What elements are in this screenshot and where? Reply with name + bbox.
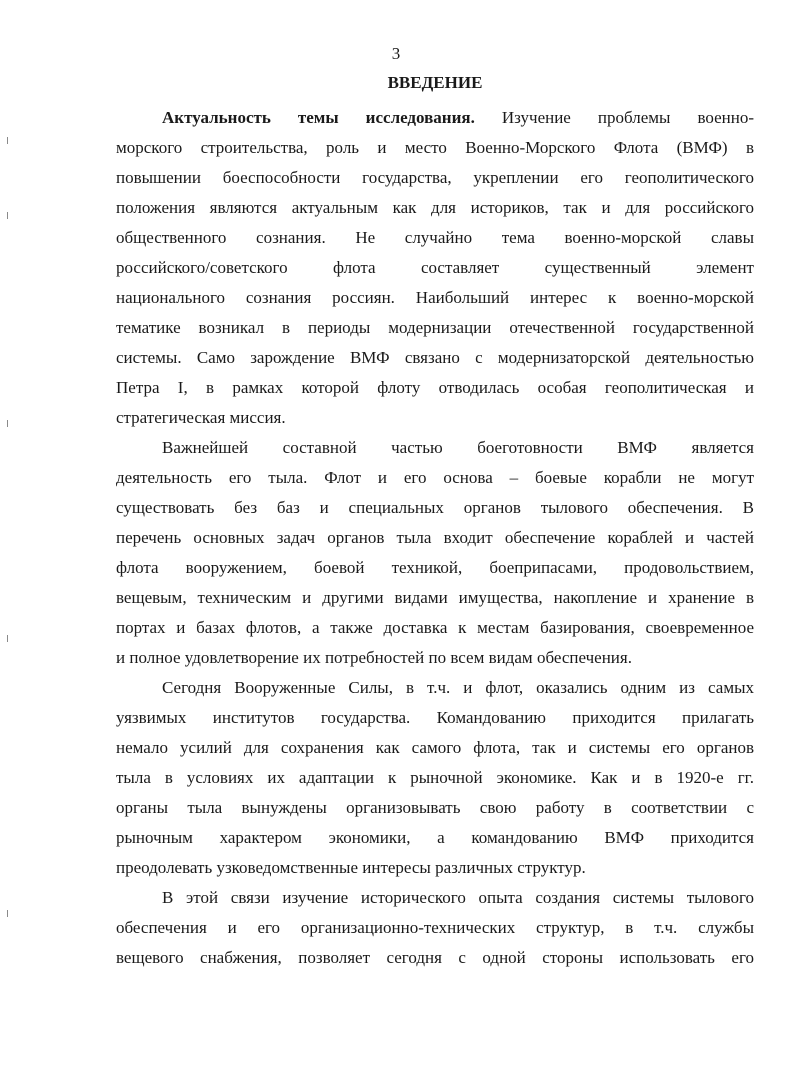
text-line: уязвимых институтов государства. Командованию приходится прилагать — [116, 708, 754, 727]
text-line: органы тыла вынуждены организовывать свою работу в соответствии с — [116, 798, 754, 817]
margin-mark — [7, 910, 8, 917]
margin-mark — [7, 212, 8, 219]
text-line — [116, 103, 754, 133]
text-line: тыла в условиях их адаптации к рыночной экономике. Как и в 1920-е гг. — [116, 768, 754, 787]
margin-mark — [7, 635, 8, 642]
text-line: и полное удовлетворение их потребностей по всем видам обеспечения. — [116, 648, 632, 667]
text-line: системы. Само зарождение ВМФ связано с модернизаторской деятельностью — [116, 348, 754, 367]
text-line: преодолевать узковедомственные интересы различных структур. — [116, 858, 586, 877]
paragraph-lead: Актуальность темы исследования. — [162, 108, 475, 127]
text-line: национального сознания россиян. Наибольший интерес к военно-морской — [116, 288, 754, 307]
text-line: портах и базах флотов, а также доставка к местам базирования, своевременное — [116, 618, 754, 637]
text-line: Петра I, в рамках которой флоту отводилась особая геополитическая и — [116, 378, 754, 397]
text-line: положения являются актуальным как для историков, так и для российского — [116, 198, 754, 217]
page-heading: ВВЕДЕНИЕ — [387, 73, 483, 92]
text-line: перечень основных задач органов тыла входит обеспечение кораблей и частей — [116, 528, 754, 547]
text-line: тематике возникал в периоды модернизации отечественной государственной — [116, 318, 754, 337]
margin-mark — [7, 137, 8, 144]
paragraph-armed-forces — [116, 673, 754, 883]
text-line: обеспечения и его организационно-технических структур, в т.ч. службы — [116, 918, 754, 937]
paragraph-historical-experience — [116, 883, 754, 973]
paragraph-rear-services — [116, 433, 754, 673]
text-line: морского строительства, роль и место Военно-Морского Флота (ВМФ) в — [116, 138, 754, 157]
text-line: Сегодня Вооруженные Силы, в т.ч. и флот, оказались одним из самых — [162, 678, 754, 697]
page-number: 3 — [391, 44, 401, 63]
text-line: вещевого снабжения, позволяет сегодня с одной стороны использовать его — [116, 948, 754, 967]
paragraph-relevance — [116, 103, 754, 433]
text-line: немало усилий для сохранения как самого флота, так и системы его органов — [116, 738, 754, 757]
text-line: общественного сознания. Не случайно тема военно-морской славы — [116, 228, 754, 247]
text-line: вещевым, техническим и другими видами имущества, накопление и хранение в — [116, 588, 754, 607]
text-line: деятельность его тыла. Флот и его основа – боевые корабли не могут — [116, 468, 754, 487]
text-line: рыночным характером экономики, а командованию ВМФ приходится — [116, 828, 754, 847]
text-line: флота вооружением, боевой техникой, боеприпасами, продовольствием, — [116, 558, 754, 577]
text-line: стратегическая миссия. — [116, 408, 286, 427]
text-line: Важнейшей составной частью боеготовности ВМФ является — [162, 438, 754, 457]
text-line: повышении боеспособности государства, укреплении его геополитического — [116, 168, 754, 187]
text-run: Изучение проблемы военно- — [474, 108, 754, 127]
text-line: российского/советского флота составляет существенный элемент — [116, 258, 754, 277]
margin-mark — [7, 420, 8, 427]
text-line: В этой связи изучение исторического опыта создания системы тылового — [162, 888, 754, 907]
body-text — [116, 103, 754, 973]
text-line: существовать без баз и специальных органов тылового обеспечения. В — [116, 498, 754, 517]
